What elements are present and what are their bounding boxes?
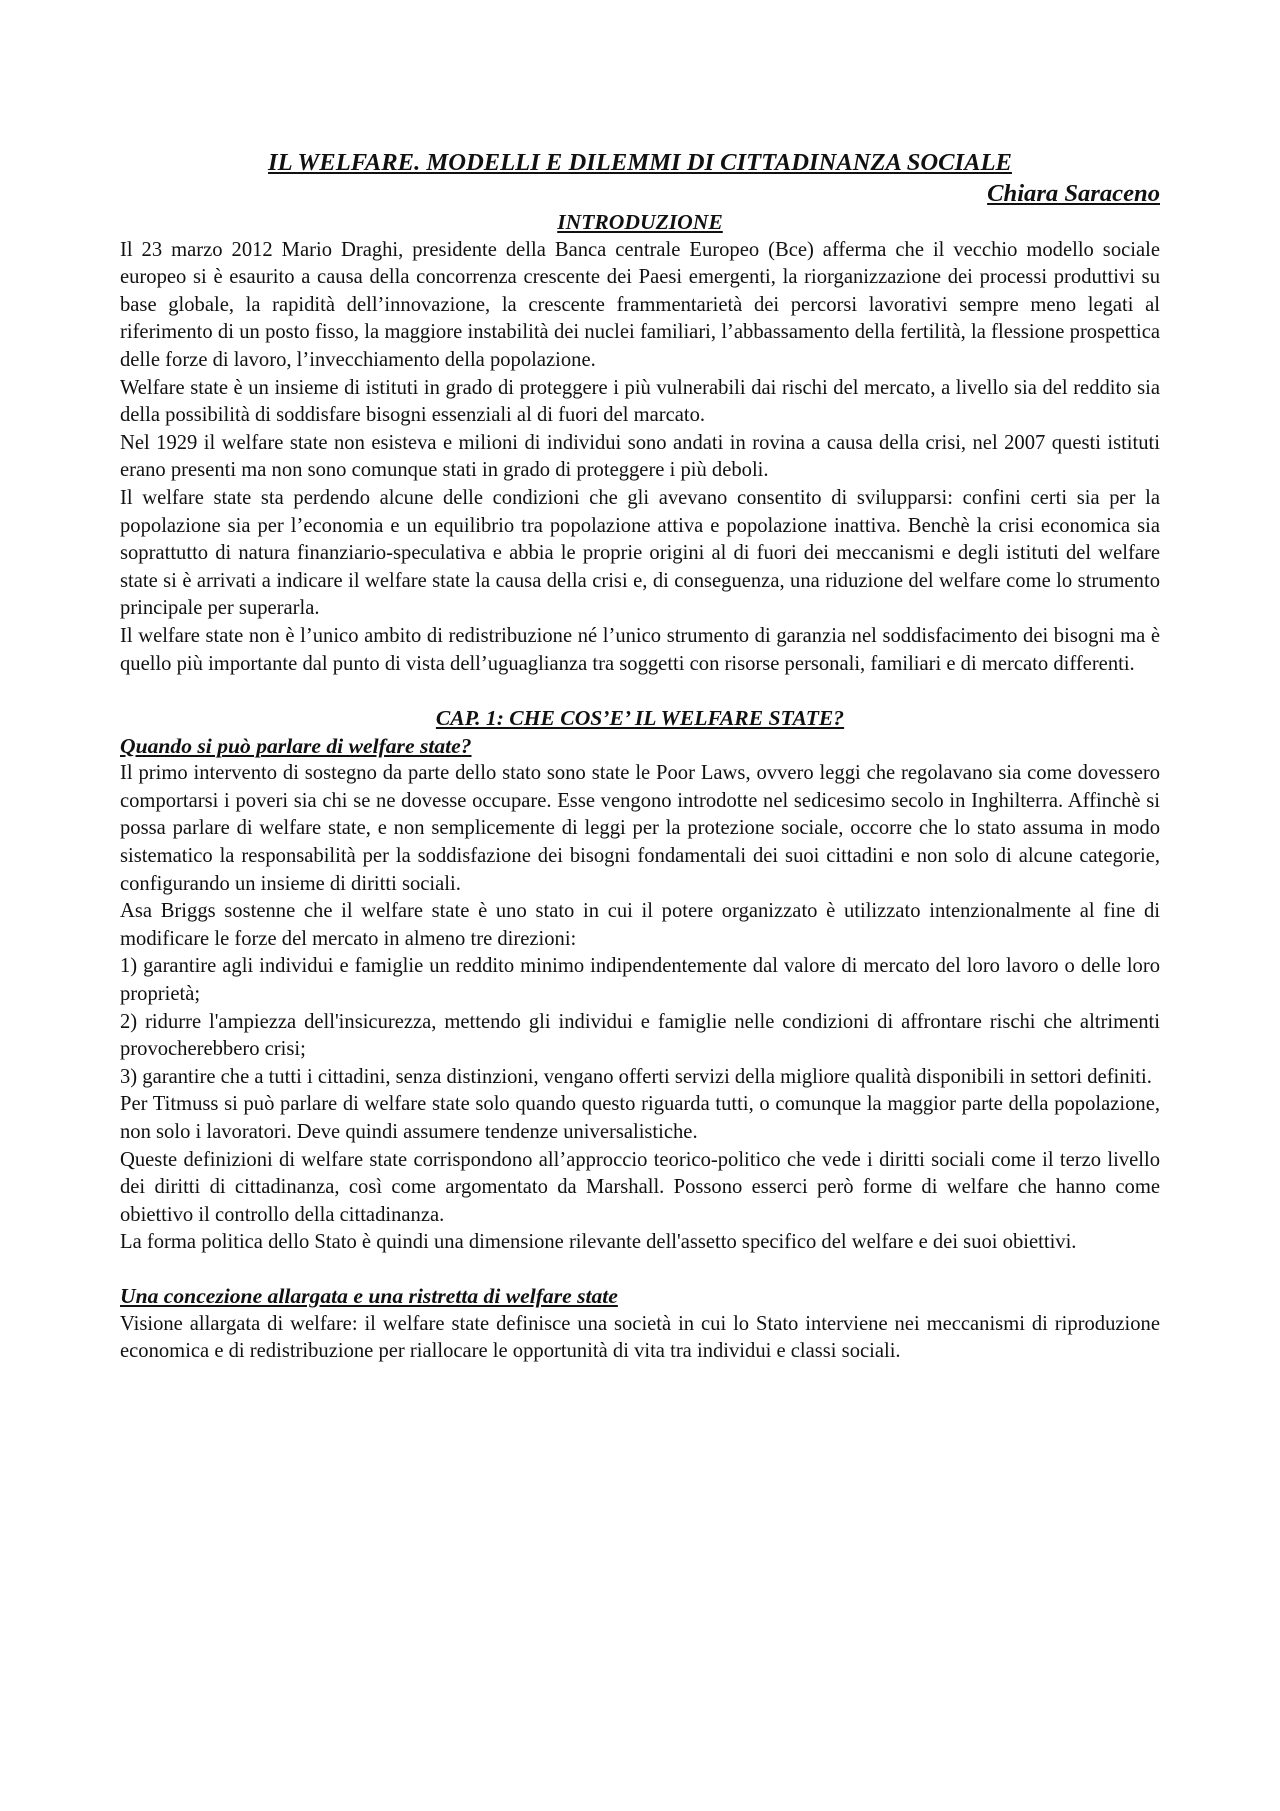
paragraph: Nel 1929 il welfare state non esisteva e milioni di individui sono andati in rovina a causa della crisi, nel 2007 questi istituti erano presenti ma non sono comunque stati in grado di proteggere i più deboli. bbox=[120, 431, 1160, 482]
list-item: 1) garantire agli individui e famiglie un reddito minimo indipendentemente dal valore di mercato del loro lavoro o delle loro proprietà; bbox=[120, 955, 1160, 1006]
document-author: Chiara Saraceno bbox=[987, 180, 1160, 207]
document-title: IL WELFARE. MODELLI E DILEMMI DI CITTADINANZA SOCIALE bbox=[268, 149, 1012, 176]
introduction-heading: INTRODUZIONE bbox=[557, 210, 723, 234]
list-item: 2) ridurre l'ampiezza dell'insicurezza, mettendo gli individui e famiglie nelle condizioni di affrontare rischi che altrimenti provocherebbero crisi; bbox=[120, 1010, 1160, 1061]
paragraph: Asa Briggs sostenne che il welfare state è uno stato in cui il potere organizzato è utilizzato intenzionalmente al fine di modificare le forze del mercato in almeno tre direzioni: bbox=[120, 900, 1160, 950]
paragraph: La forma politica dello Stato è quindi una dimensione rilevante dell'assetto specifico del welfare e dei suoi obiettivi. bbox=[120, 1231, 1077, 1254]
chapter-1-heading: CAP. 1: CHE COS’E’ IL WELFARE STATE? bbox=[435, 706, 845, 731]
section-heading-when-welfare-state: Quando si può parlare di welfare state? bbox=[120, 733, 472, 758]
paragraph: Il welfare state sta perdendo alcune delle condizioni che gli avevano consentito di svilupparsi: confini certi sia per la popolazione sia per l’economia e un equilibrio tra popolazione attiva e popolazione inattiva. Benchè la crisi economica sia soprattutto di natura finanziario-speculativa e abbia le proprie origini al di fuori dei meccanismi e degli istituti del welfare state si è arrivati a indicare il welfare state la causa della crisi e, di conseguenza, una riduzione del welfare come lo strumento principale per superarla. bbox=[120, 486, 1160, 620]
document-body bbox=[120, 148, 1160, 1366]
paragraph: Visione allargata di welfare: il welfare state definisce una società in cui lo Stato interviene nei meccanismi di riproduzione economica e di redistribuzione per riallocare le opportunità di vita tra individui e classi sociali. bbox=[120, 1312, 1160, 1363]
paragraph: Il 23 marzo 2012 Mario Draghi, presidente della Banca centrale Europeo (Bce) afferma che il vecchio modello sociale europeo si è esaurito a causa della concorrenza crescente dei Paesi emergenti, la riorganizzazione dei processi produttivi su base globale, la rapidità dell’innovazione, la crescente frammentarietà dei percorsi lavorativi sempre meno legati al riferimento di un posto fisso, la maggiore instabilità dei nuclei familiari, l’abbassamento della fertilità, la flessione prospettica delle forze di lavoro, l’invecchiamento della popolazione. bbox=[120, 238, 1160, 371]
list-item: 3) garantire che a tutti i cittadini, senza distinzioni, vengano offerti servizi della migliore qualità disponibili in settori definiti. bbox=[120, 1065, 1152, 1088]
paragraph: Il primo intervento di sostegno da parte dello stato sono state le Poor Laws, ovvero leggi che regolavano sia come dovessero comportarsi i poveri sia chi se ne dovesse occupare. Esse vengono introdotte nel sedicesimo secolo in Inghilterra. Affinchè si possa parlare di welfare state, e non semplicemente di leggi per la protezione sociale, occorre che lo stato assuma in modo sistematico la responsabilità per la soddisfazione dei bisogni fondamentali dei suoi cittadini e non solo di alcune categorie, configurando un insieme di diritti sociali. bbox=[120, 762, 1160, 895]
paragraph: Queste definizioni di welfare state corrispondono all’approccio teorico-politico che vede i diritti sociali come il terzo livello dei diritti di cittadinanza, così come argomentato da Marshall. Possono esserci però forme di welfare che hanno come obiettivo il controllo della cittadinanza. bbox=[120, 1148, 1160, 1226]
paragraph: Welfare state è un insieme di istituti in grado di proteggere i più vulnerabili dai rischi del mercato, a livello sia del reddito sia della possibilità di soddisfare bisogni essenziali al di fuori del marcato. bbox=[120, 376, 1160, 427]
section-heading-broad-narrow-welfare: Una concezione allargata e una ristretta di welfare state bbox=[120, 1283, 618, 1308]
paragraph: Per Titmuss si può parlare di welfare state solo quando questo riguarda tutti, o comunque la maggior parte della popolazione, non solo i lavoratori. Deve quindi assumere tendenze universalistiche. bbox=[120, 1093, 1160, 1143]
paragraph: Il welfare state non è l’unico ambito di redistribuzione né l’unico strumento di garanzia nel soddisfacimento dei bisogni ma è quello più importante dal punto di vista dell’uguaglianza tra soggetti con risorse personali, familiari e di mercato differenti. bbox=[120, 624, 1160, 675]
